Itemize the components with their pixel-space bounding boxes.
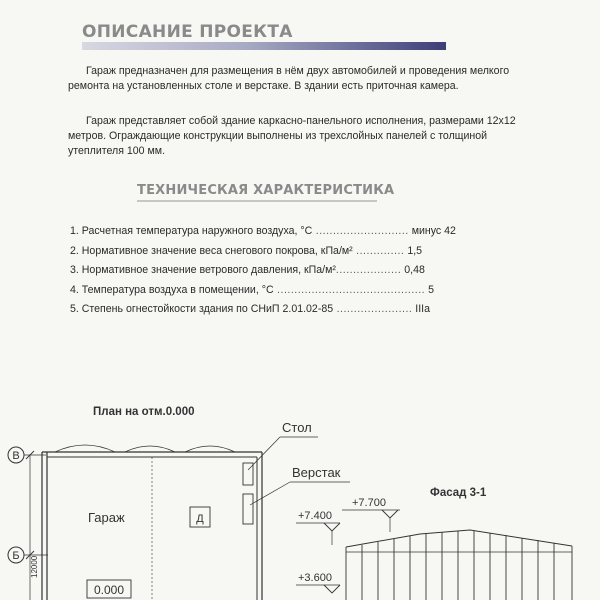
tech-specs-title: ТЕХНИЧЕСКАЯ ХАРАКТЕРИСТИКА bbox=[137, 183, 395, 198]
section-title: ОПИСАНИЕ ПРОЕКТА bbox=[82, 22, 293, 42]
spec-value: IIIa bbox=[415, 303, 431, 315]
spec-value: 1,5 bbox=[407, 244, 423, 257]
spec-label: 3. Нормативное значение ветрового давления, кПа/м² bbox=[70, 264, 336, 276]
spec-value: 5 bbox=[428, 283, 434, 296]
floor-level: 0.000 bbox=[93, 583, 125, 597]
spec-label: 2. Нормативное значение веса снегового покрова, кПа/м² bbox=[70, 244, 353, 257]
plan-title: План на отм.0.000 bbox=[93, 406, 195, 418]
facade-mark-top: +7.700 bbox=[352, 497, 386, 509]
label-workbench: Верстак bbox=[292, 465, 341, 480]
plan-dimension: 12000 bbox=[30, 555, 39, 578]
facade-drawing bbox=[296, 510, 572, 600]
spec-label: 4. Температура воздуха в помещении, °С bbox=[70, 283, 274, 296]
facade-mark-eave: +7.400 bbox=[298, 510, 332, 522]
spec-value: 0,48 bbox=[404, 264, 425, 276]
spec-label: 5. Степень огнестойкости здания по СНиП 2.01.02-85 bbox=[70, 303, 334, 315]
facade-title: Фасад 3-1 bbox=[430, 487, 487, 499]
spec-leader: ........................................... bbox=[273, 283, 426, 296]
axis-label-top: В bbox=[12, 450, 20, 462]
facade-mark-mid: +3.600 bbox=[298, 572, 332, 584]
spec-leader: ................... bbox=[335, 264, 402, 276]
axis-label-mid: Б bbox=[12, 550, 20, 562]
spec-value: минус 42 bbox=[411, 225, 456, 237]
room-mark: Д bbox=[196, 513, 204, 525]
description-paragraph-2: Гараж представляет собой здание каркасно-панельного исполнения, размерами 12х12 метров. Ограждающие конструкции выполнены из трехслойных панелей с толщиной утеплителя 100 мм. bbox=[68, 115, 516, 157]
description-paragraph-1: Гараж предназначен для размещения в нём двух автомобилей и проведения мелкого ремонта на установленных столе и верстаке. В здании есть приточная камера. bbox=[68, 65, 510, 92]
room-name: Гараж bbox=[88, 510, 125, 525]
label-table: Стол bbox=[282, 420, 312, 435]
spec-leader: ........................... bbox=[312, 225, 409, 237]
spec-leader: ...................... bbox=[333, 303, 413, 315]
spec-leader: .............. bbox=[352, 244, 405, 257]
spec-label: 1. Расчетная температура наружного воздуха, °С bbox=[70, 225, 313, 237]
